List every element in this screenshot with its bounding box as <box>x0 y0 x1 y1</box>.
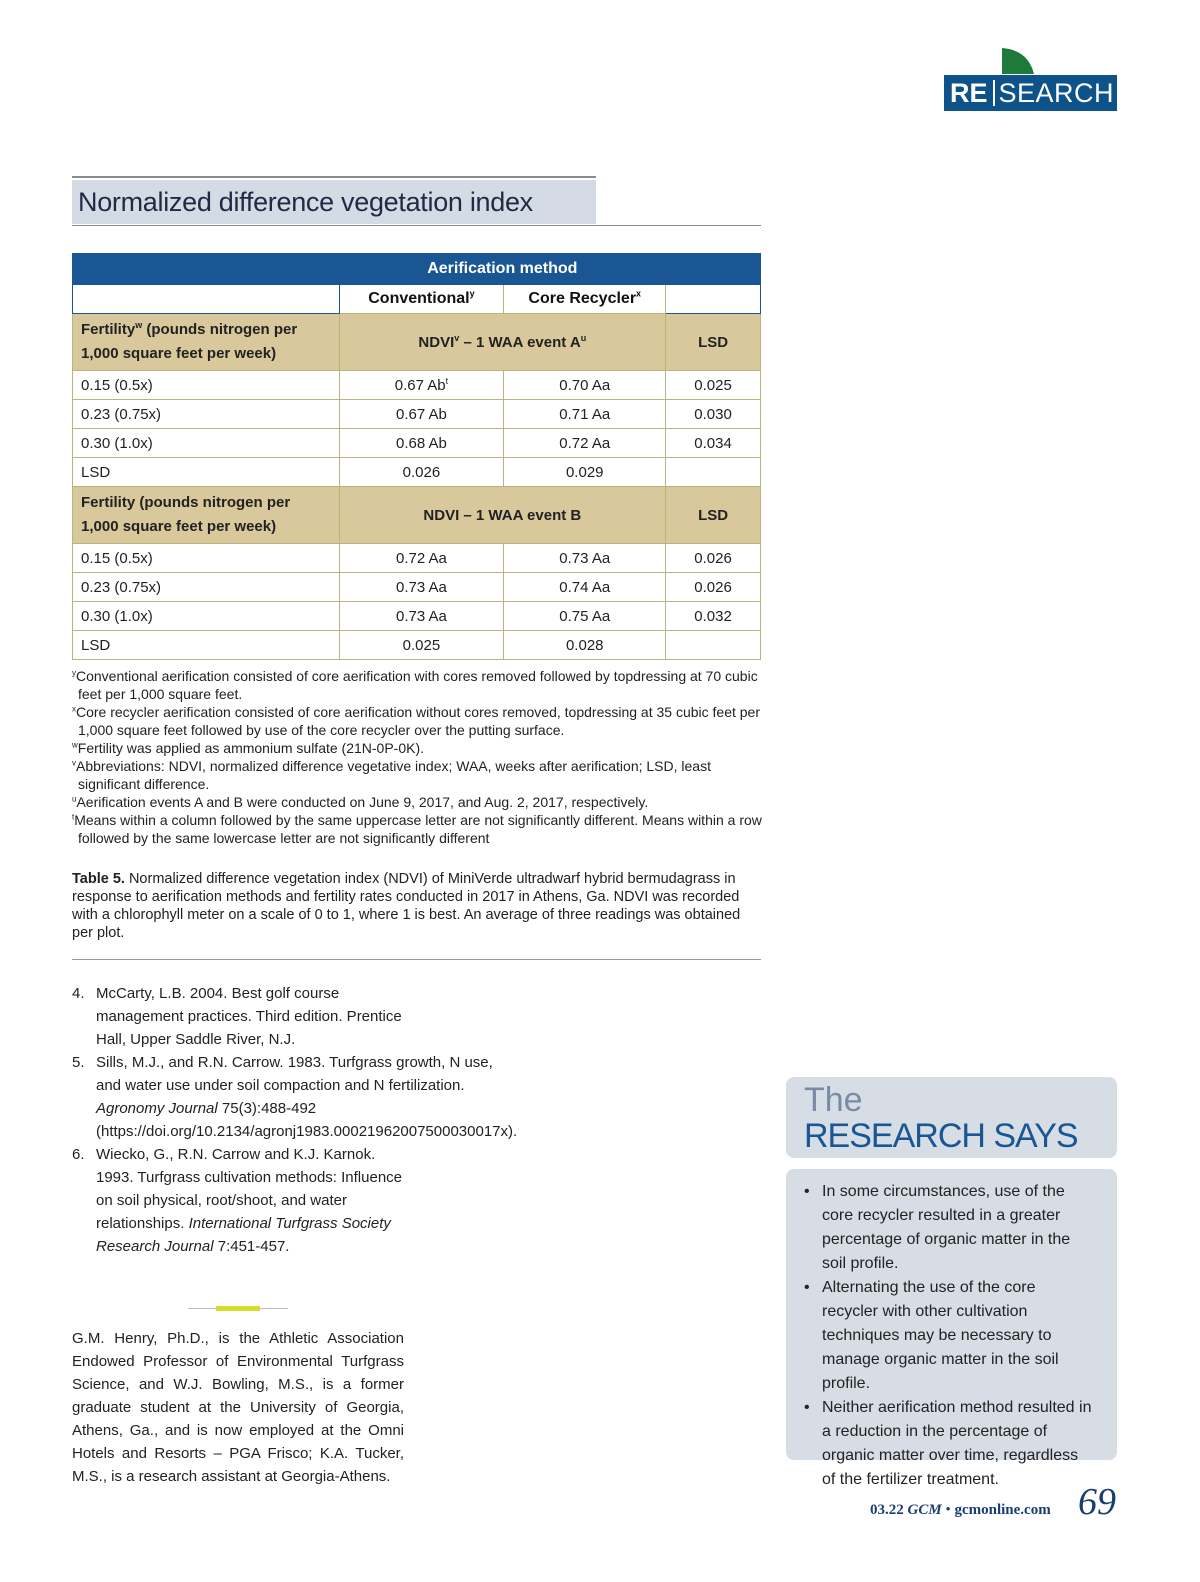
core-recycler-cell: 0.74 Aa <box>504 573 666 602</box>
fertility-cell: 0.15 (0.5x) <box>73 371 340 400</box>
bullet-text: In some circumstances, use of the core recycler resulted in a greater percentage of organic matter in the soil profile. <box>822 1183 1071 1272</box>
fertility-cell: 0.15 (0.5x) <box>73 544 340 573</box>
reference-item <box>72 982 412 1051</box>
page-number: 69 <box>1078 1481 1116 1523</box>
conventional-value: 0.67 Ab <box>394 376 446 394</box>
footnote <box>72 793 762 811</box>
block1-header-row <box>73 314 761 371</box>
footnote-mark: v <box>72 758 76 768</box>
reference-journal: International Turfgrass Society Research Journal <box>96 1215 391 1255</box>
bullet-text: Neither aerification method resulted in a reduction in the percentage of organic matter over time, regardless of the fertilizer treatment. <box>822 1399 1092 1488</box>
logo-divider <box>993 80 995 106</box>
footer-date: 03.22 <box>870 1502 904 1518</box>
reference-text <box>96 982 412 1051</box>
footer-site: gcmonline.com <box>954 1502 1051 1518</box>
reference-number: 6. <box>72 1146 85 1163</box>
footnote-mark: t <box>445 375 449 386</box>
block1-fertility-label <box>73 314 340 371</box>
fertility-cell: 0.23 (0.75x) <box>73 573 340 602</box>
conventional-cell: 0.73 Aa <box>339 602 504 631</box>
caption-text: Normalized difference vegetation index (NDVI) of MiniVerde ultradwarf hybrid bermudagrass in response to aerification methods and fertility rates conducted in 2017 in Athens, Ga. NDVI was recorded with a chlorophyll meter on a scale of 0 to 1, where 1 is best. An average of three readings was obtained per plot. <box>72 871 741 941</box>
logo-search-text: SEARCH <box>998 78 1115 108</box>
footnote <box>72 757 762 793</box>
reference-item <box>72 1051 518 1143</box>
table-header-group-row <box>73 254 761 285</box>
block1-lsd-header: LSD <box>666 314 761 371</box>
logo-flag-icon <box>1002 48 1034 74</box>
page-footer <box>870 1500 1051 1520</box>
block2-event-label: NDVI – 1 WAA event B <box>339 487 666 544</box>
section-divider-accent <box>216 1306 260 1311</box>
reference-number: 4. <box>72 985 85 1002</box>
core-recycler-cell: 0.70 Aa <box>504 371 666 400</box>
fertility-cell: 0.30 (1.0x) <box>73 602 340 631</box>
footnote-mark: t <box>72 812 75 822</box>
lsd-cell: 0.026 <box>666 544 761 573</box>
reference-post: 75(3):488-492 (https://doi.org/10.2134/agronj1983.00021962007500030017x). <box>96 1100 518 1140</box>
footer-magazine: GCM <box>907 1502 942 1518</box>
footnote-mark: w <box>72 740 78 750</box>
header-empty-cell <box>73 254 340 285</box>
core-recycler-cell: 0.73 Aa <box>504 544 666 573</box>
lsd-cell: 0.026 <box>666 573 761 602</box>
lsd-cell: 0.025 <box>666 371 761 400</box>
lsd-cell: 0.030 <box>666 400 761 429</box>
list-item <box>804 1276 1094 1396</box>
fertility-cell: LSD <box>73 458 340 487</box>
table-footnotes <box>72 667 762 847</box>
footnote-text: Core recycler aerification consisted of core aerification without cores removed, topdressing at 35 cubic feet per 1,000 square feet followed by use of the core recycler over the putting surface. <box>76 704 761 738</box>
footnote-mark: u <box>72 794 77 804</box>
reference-pre: Sills, M.J., and R.N. Carrow. 1983. Turfgrass growth, N use, and water use under soil compaction and N fertilization. <box>96 1054 493 1094</box>
core-recycler-cell: 0.75 Aa <box>504 602 666 631</box>
reference-number: 5. <box>72 1054 85 1071</box>
title-rule-top <box>72 176 596 178</box>
reference-item <box>72 1143 412 1258</box>
footnote <box>72 667 762 703</box>
subheader-empty-cell <box>73 285 340 314</box>
fertility-cell: 0.30 (1.0x) <box>73 429 340 458</box>
footnote-text: Aerification events A and B were conducted on June 9, 2017, and Aug. 2, 2017, respectively. <box>76 794 649 810</box>
conventional-label: Conventional <box>368 290 470 307</box>
core-recycler-label: Core Recycler <box>528 290 637 307</box>
table-subheader-row <box>73 285 761 314</box>
lsd-cell <box>666 458 761 487</box>
conventional-cell: 0.68 Ab <box>339 429 504 458</box>
footnote-text: Abbreviations: NDVI, normalized difference vegetative index; WAA, weeks after aerification; LSD, least significant difference. <box>76 758 711 792</box>
section-logo <box>944 75 1117 111</box>
fertility-label: Fertility <box>81 321 136 338</box>
table-row <box>73 602 761 631</box>
conventional-cell: 0.67 Ab <box>339 400 504 429</box>
title-rule-bottom <box>72 225 761 226</box>
table-row <box>73 371 761 400</box>
footnote-text: Conventional aerification consisted of core aerification with cores removed followed by topdressing at 70 cubic feet per 1,000 square feet. <box>76 668 758 702</box>
aerification-method-header: Aerification method <box>339 254 666 285</box>
reference-pre: Wiecko, G., R.N. Carrow and K.J. Karnok. 1993. Turfgrass cultivation methods: Influence on soil physical, root/shoot, and water relationships. <box>96 1146 403 1232</box>
references-list <box>72 982 518 1258</box>
table-row <box>73 400 761 429</box>
table-row <box>73 631 761 660</box>
ndvi-table <box>72 253 761 660</box>
block1-event-label <box>339 314 666 371</box>
footnote-text: Means within a column followed by the same uppercase letter are not significantly different. Means within a row followed by the same lowercase letter are not significantly different <box>74 812 762 846</box>
logo-re-text: RE <box>950 78 988 108</box>
block2-fertility-label: Fertility (pounds nitrogen per 1,000 square feet per week) <box>73 487 340 544</box>
core-recycler-cell: 0.029 <box>504 458 666 487</box>
reference-post: 7:451-457. <box>213 1238 290 1255</box>
table-row <box>73 458 761 487</box>
core-recycler-column-header <box>504 285 666 314</box>
table-section-title: Normalized difference vegetation index <box>72 180 596 224</box>
footnote <box>72 703 762 739</box>
footnote-mark: v <box>454 332 460 343</box>
event-label-mid: – 1 WAA event A <box>459 333 581 351</box>
conventional-cell: 0.73 Aa <box>339 573 504 602</box>
core-recycler-cell: 0.72 Aa <box>504 429 666 458</box>
fertility-label-rest: (pounds nitrogen per 1,000 square feet per week) <box>81 321 298 362</box>
lsd-cell: 0.032 <box>666 602 761 631</box>
footnote-mark: x <box>636 288 642 299</box>
caption-label: Table 5. <box>72 871 125 887</box>
footnote-mark: y <box>72 668 76 678</box>
footnote-mark: x <box>72 704 76 714</box>
table-row <box>73 429 761 458</box>
core-recycler-cell: 0.028 <box>504 631 666 660</box>
reference-pre: McCarty, L.B. 2004. Best golf course management practices. Third edition. Prentice Hall, Upper Saddle River, N.J. <box>96 985 402 1048</box>
footnote-mark: w <box>135 320 143 330</box>
subheader-empty-cell <box>666 285 761 314</box>
conventional-cell: 0.72 Aa <box>339 544 504 573</box>
lsd-cell <box>666 631 761 660</box>
sidebar-title-small: The <box>804 1081 863 1119</box>
footnote-text: Fertility was applied as ammonium sulfate (21N-0P-0K). <box>77 740 425 756</box>
sidebar-bullet-list <box>804 1180 1094 1492</box>
list-item <box>804 1396 1094 1492</box>
footnote <box>72 811 762 847</box>
footnote-mark: y <box>469 288 475 299</box>
sidebar-title-large: RESEARCH SAYS <box>804 1117 1078 1155</box>
block2-lsd-header: LSD <box>666 487 761 544</box>
bullet-icon: • <box>804 1399 810 1416</box>
fertility-cell: 0.23 (0.75x) <box>73 400 340 429</box>
footnote <box>72 739 762 757</box>
table-caption <box>72 870 762 942</box>
reference-text <box>96 1051 517 1143</box>
lsd-cell: 0.034 <box>666 429 761 458</box>
bullet-text: Alternating the use of the core recycler with other cultivation techniques may be necessary to manage organic matter in the soil profile. <box>822 1279 1059 1392</box>
block2-header-row <box>73 487 761 544</box>
header-empty-cell <box>666 254 761 285</box>
event-label: NDVI <box>418 333 455 351</box>
conventional-cell: 0.026 <box>339 458 504 487</box>
bullet-icon: • <box>804 1183 810 1200</box>
footnote-mark: u <box>580 332 587 343</box>
core-recycler-cell: 0.71 Aa <box>504 400 666 429</box>
table-row <box>73 544 761 573</box>
reference-text <box>96 1143 412 1258</box>
conventional-cell: 0.025 <box>339 631 504 660</box>
list-item <box>804 1180 1094 1276</box>
caption-rule <box>72 959 761 960</box>
fertility-cell: LSD <box>73 631 340 660</box>
bullet-icon: • <box>804 1279 810 1296</box>
reference-journal: Agronomy Journal <box>96 1100 218 1117</box>
conventional-cell <box>339 371 504 400</box>
footer-bullet: • <box>945 1502 951 1518</box>
conventional-column-header <box>339 285 504 314</box>
author-bio: G.M. Henry, Ph.D., is the Athletic Association Endowed Professor of Environmental Turfgrass Science, and W.J. Bowling, M.S., is a former graduate student at the University of Georgia, Athens, Ga., and is now employed at the Omni Hotels and Resorts – PGA Frisco; K.A. Tucker, M.S., is a research assistant at Georgia-Athens. <box>72 1330 404 1485</box>
table-row <box>73 573 761 602</box>
